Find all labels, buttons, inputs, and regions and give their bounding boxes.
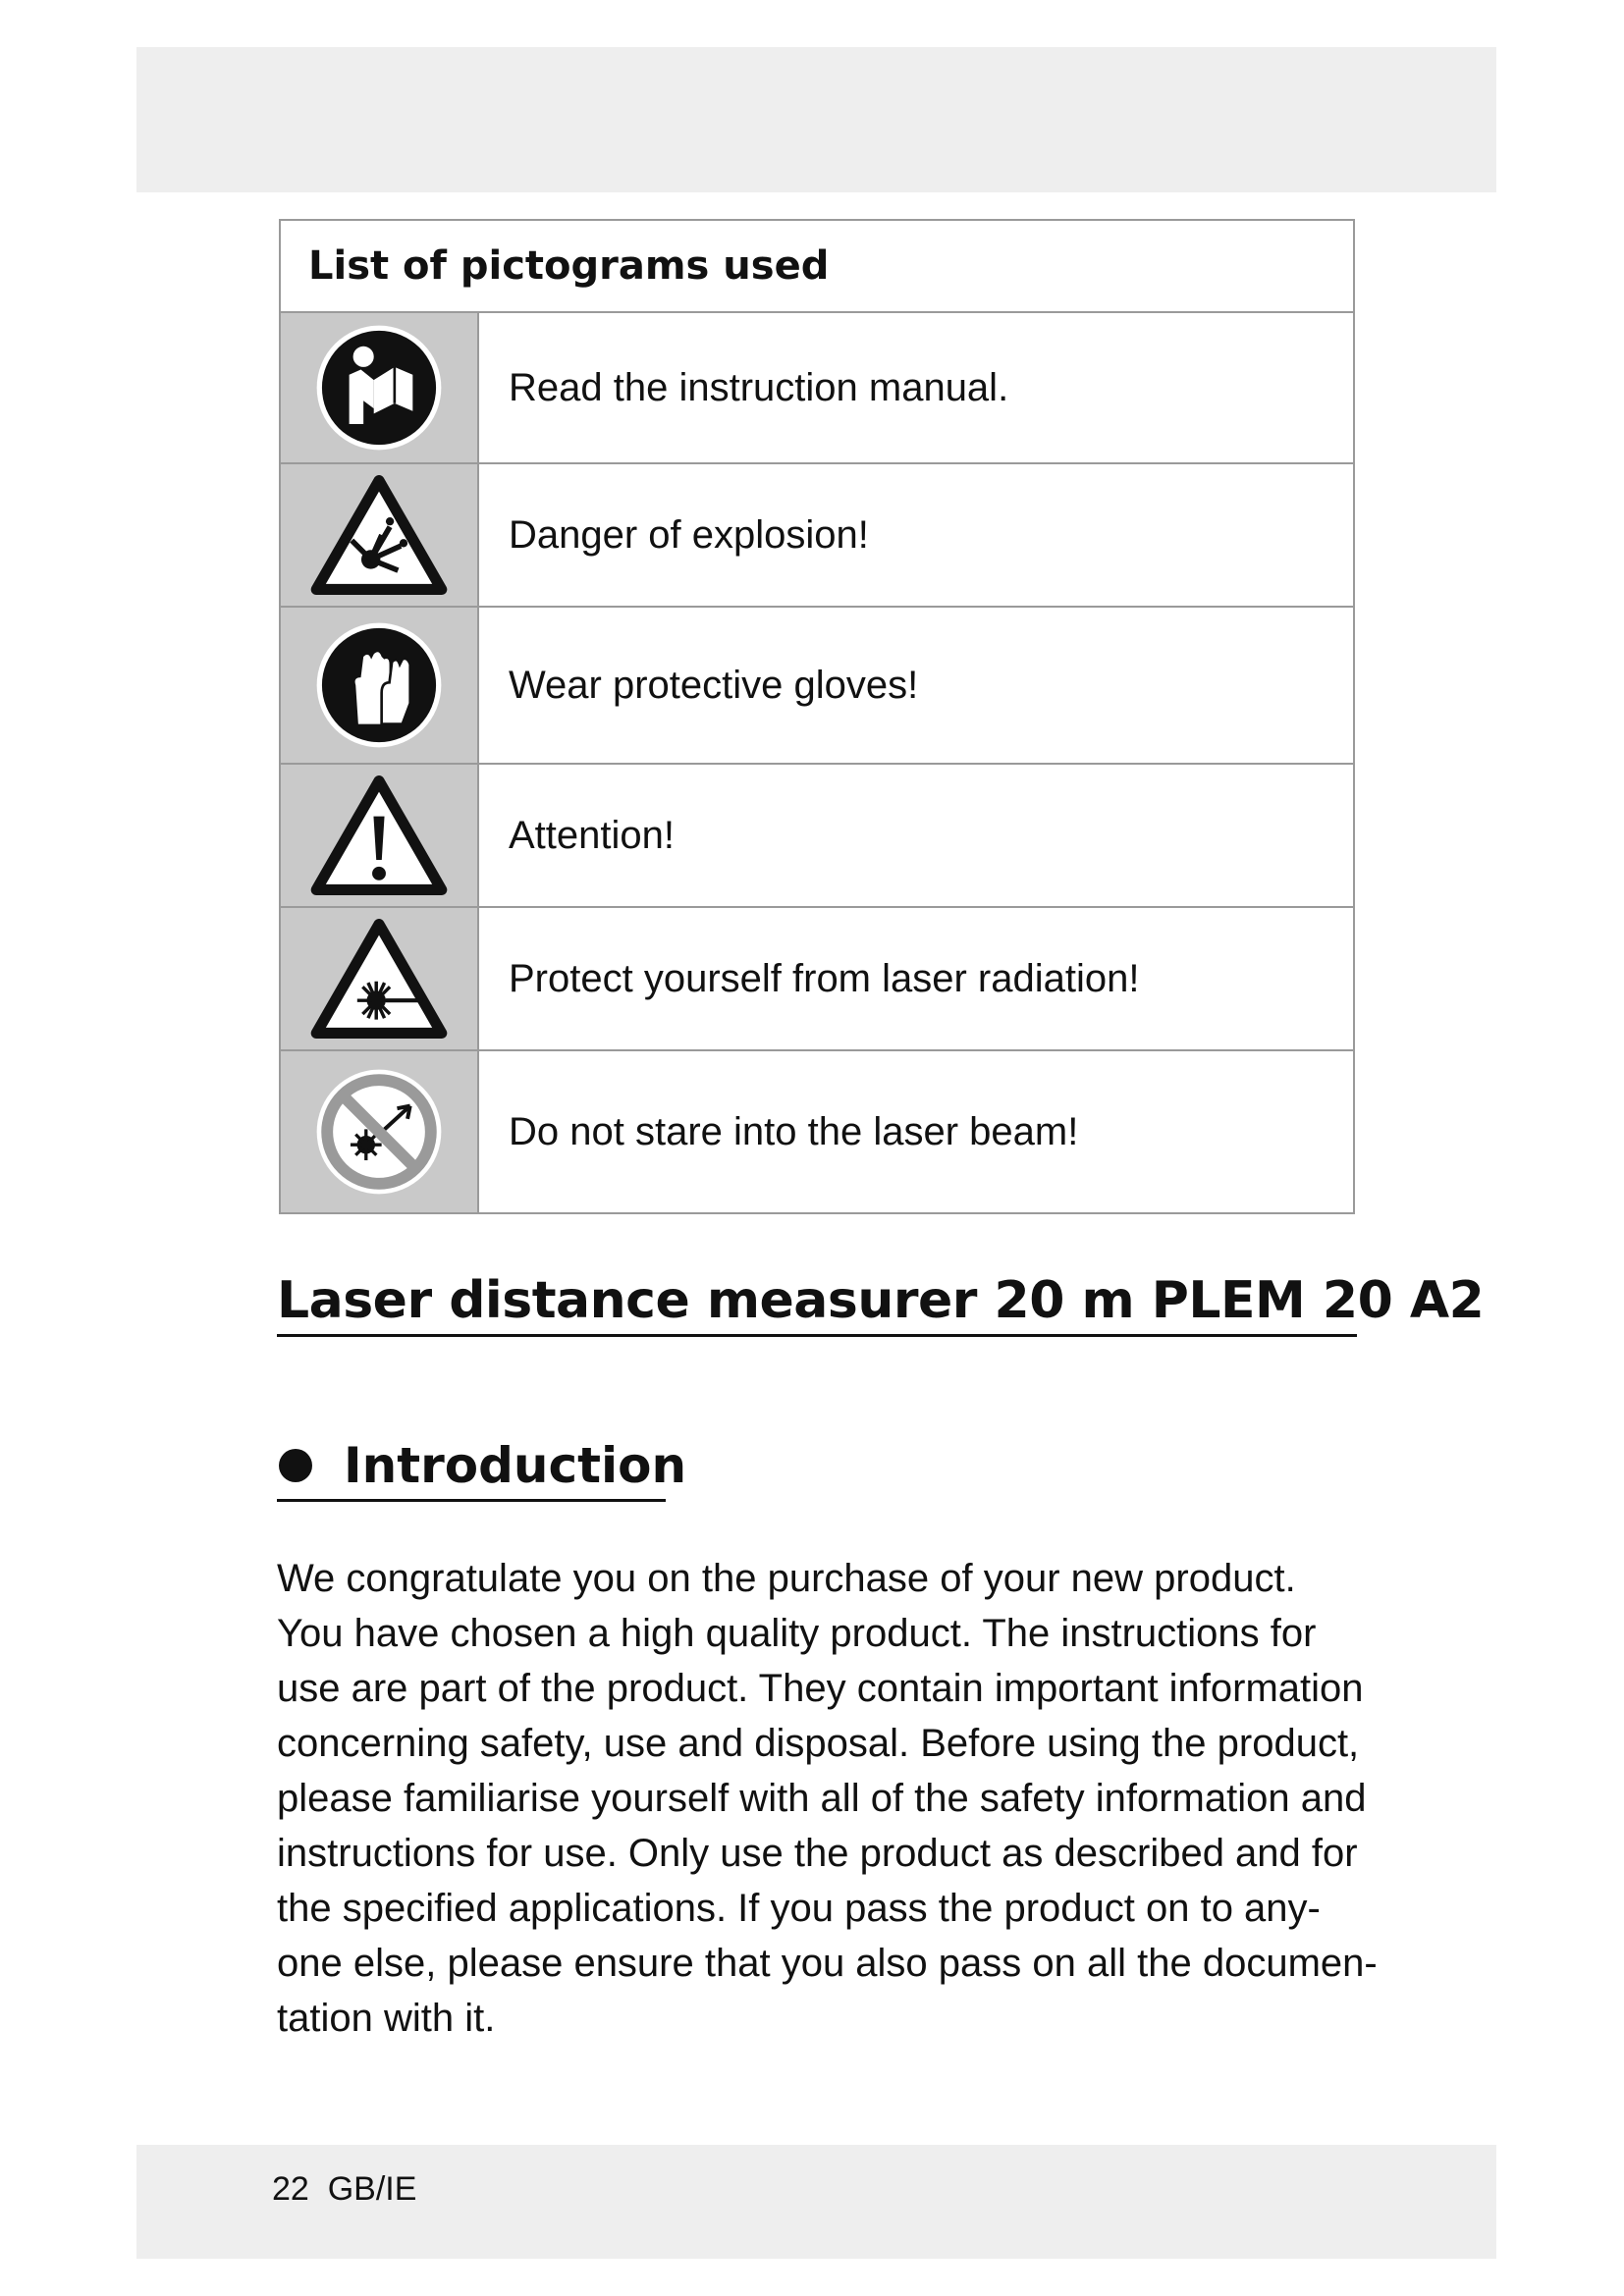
icon-cell (281, 464, 479, 606)
table-row (281, 464, 1353, 608)
table-row (281, 765, 1353, 908)
table-row (281, 908, 1353, 1051)
laser-radiation-icon (310, 919, 448, 1039)
pictogram-label: Wear protective gloves! (509, 663, 919, 707)
bullet-icon (279, 1449, 312, 1482)
page-number: 22 (272, 2170, 309, 2208)
pictogram-label: Protect yourself from laser radiation! (509, 956, 1140, 1000)
section-title: Introduction (344, 1436, 687, 1494)
protective-gloves-icon (314, 620, 444, 750)
icon-cell (281, 608, 479, 763)
intro-line: use are part of the product. They contain important information (277, 1667, 1364, 1710)
intro-line: one else, please ensure that you also pass on all the documen- (277, 1942, 1378, 1985)
read-manual-icon (314, 323, 444, 453)
intro-line: instructions for use. Only use the product as described and for (277, 1832, 1358, 1875)
no-stare-laser-icon (314, 1067, 444, 1197)
intro-line: the specified applications. If you pass the product on to any- (277, 1887, 1321, 1930)
table-row (281, 313, 1353, 464)
pictogram-label: Do not stare into the laser beam! (509, 1109, 1079, 1153)
pictogram-table (279, 219, 1355, 1214)
pictogram-table-header: List of pictograms used (281, 221, 1353, 313)
page-footer (272, 2170, 416, 2209)
intro-line: We congratulate you on the purchase of your new product. (277, 1557, 1296, 1600)
section-heading (277, 1431, 687, 1502)
pictogram-label: Danger of explosion! (509, 512, 869, 557)
product-title: Laser distance measurer 20 m PLEM 20 A2 (277, 1266, 1357, 1337)
pictogram-label: Read the instruction manual. (509, 365, 1009, 409)
icon-cell (281, 313, 479, 462)
table-row (281, 608, 1353, 765)
table-row (281, 1051, 1353, 1212)
icon-cell (281, 908, 479, 1049)
locale-label: GB/IE (327, 2170, 417, 2208)
intro-line: tation with it. (277, 1997, 496, 2040)
pictogram-label: Attention! (509, 813, 676, 857)
intro-line: please familiarise yourself with all of the safety information and (277, 1777, 1367, 1820)
icon-cell (281, 765, 479, 906)
icon-cell (281, 1051, 479, 1212)
top-band (136, 47, 1496, 192)
intro-line: You have chosen a high quality product. The instructions for (277, 1612, 1317, 1655)
attention-icon (310, 775, 448, 895)
intro-line: concerning safety, use and disposal. Before using the product, (277, 1722, 1360, 1765)
intro-paragraph (277, 1551, 1378, 2046)
explosion-danger-icon (310, 475, 448, 595)
